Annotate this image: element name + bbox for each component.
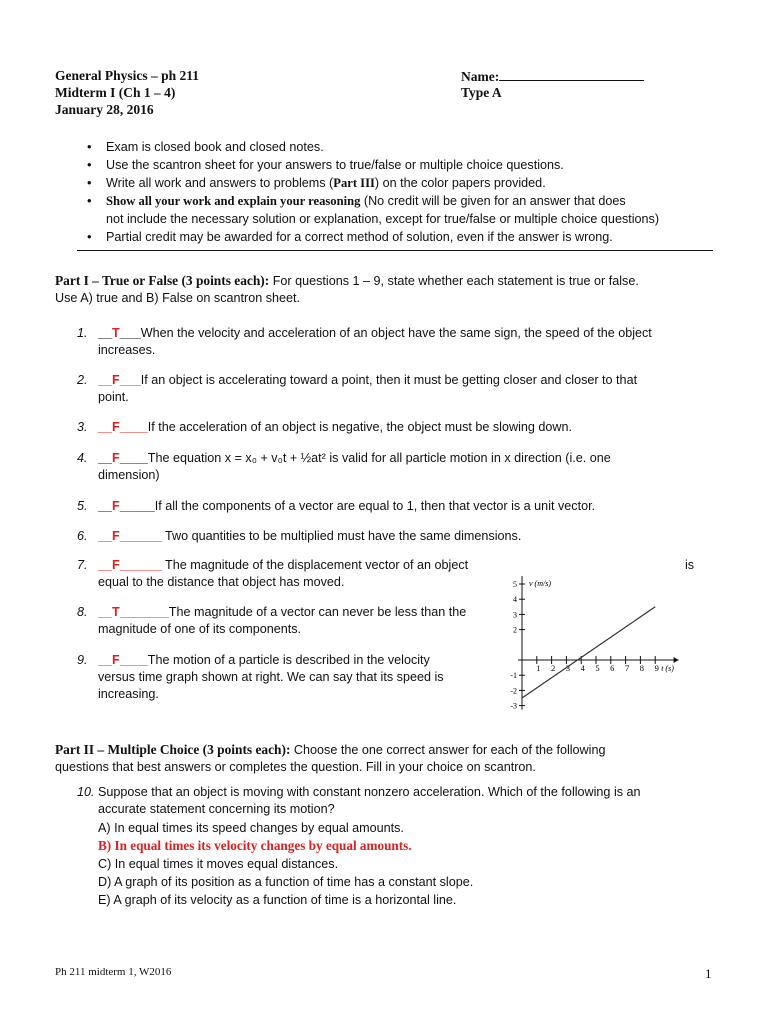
choice-c: C) In equal times it moves equal distances. xyxy=(98,857,339,871)
choice-e: E) A graph of its velocity as a function of time is a horizontal line. xyxy=(98,893,457,907)
choice-d: D) A graph of its position as a function of time has a constant slope. xyxy=(98,875,474,889)
page-number: 1 xyxy=(705,966,712,981)
choice-b-correct: B) In equal times its velocity changes by equal amounts. xyxy=(98,838,412,853)
answer: T xyxy=(112,605,120,619)
x-tick-label: 4 xyxy=(580,663,585,673)
y-tick-label: -3 xyxy=(510,701,517,711)
answer: F xyxy=(112,499,120,513)
exam-type: Type A xyxy=(461,85,502,100)
part1-intro: Part I – True or False (3 points each): For questions 1 – 9, state whether each statement is true or false. Use A) true and B) False on scantron sheet. xyxy=(55,273,639,305)
x-tick-label: 7 xyxy=(624,663,630,673)
velocity-time-graph xyxy=(500,567,690,719)
footer-left: Ph 211 midterm 1, W2016 xyxy=(55,966,172,978)
name-label: Name: xyxy=(461,69,500,84)
x-tick-label: 3 xyxy=(565,663,571,673)
name-field xyxy=(461,68,644,85)
x-tick-label: 6 xyxy=(610,663,615,673)
x-axis-label: t (s) xyxy=(661,664,674,673)
answer: F xyxy=(112,420,120,434)
choice-a: A) In equal times its speed changes by equal amounts. xyxy=(98,821,404,835)
y-tick-label: 4 xyxy=(513,595,517,605)
y-tick-label: -1 xyxy=(510,671,517,681)
course-title: General Physics – ph 211 xyxy=(55,68,200,83)
x-tick-label: 9 xyxy=(654,663,659,673)
answer: F xyxy=(112,373,120,387)
answer: F xyxy=(112,529,120,543)
x-tick-label: 2 xyxy=(550,663,556,673)
answer: T xyxy=(112,326,120,340)
instruction-item: • Partial credit may be awarded for a correct method of solution, even if the answer is wrong. xyxy=(78,228,718,246)
instruction-item: • Exam is closed book and closed notes. xyxy=(78,138,718,156)
y-tick-label: 3 xyxy=(513,610,517,620)
x-tick-label: 8 xyxy=(639,663,645,673)
instruction-item: • Show all your work and explain your reasoning (No credit will be given for an answer that does not include the necessary solution or explanation, except for true/false or multiple choice questions) xyxy=(78,192,718,228)
y-tick-label: 5 xyxy=(513,580,517,589)
instructions-list xyxy=(78,138,718,246)
exam-title: Midterm I (Ch 1 – 4) xyxy=(55,85,176,100)
answer: F xyxy=(112,451,120,465)
x-tick-label: 1 xyxy=(536,663,541,673)
answer: F xyxy=(112,653,120,667)
y-tick-label: -2 xyxy=(510,686,517,696)
answer: F xyxy=(112,558,120,572)
instruction-item: • Use the scantron sheet for your answers to true/false or multiple choice questions. xyxy=(78,156,718,174)
x-tick-label: 5 xyxy=(595,663,600,673)
instruction-item: • Write all work and answers to problems (Part III) on the color papers provided. xyxy=(78,174,718,192)
name-blank xyxy=(499,68,644,81)
x-axis-arrow xyxy=(674,657,679,663)
part2-intro: Part II – Multiple Choice (3 points each): Choose the one correct answer for each of the following questions that best answers or completes the question. Fill in your choice on scantron. xyxy=(55,742,606,774)
y-tick-label: 2 xyxy=(513,625,517,635)
y-axis-label: v (m/s) xyxy=(529,579,551,588)
exam-date: January 28, 2016 xyxy=(55,102,154,117)
velocity-line xyxy=(522,607,655,698)
divider xyxy=(77,250,713,251)
